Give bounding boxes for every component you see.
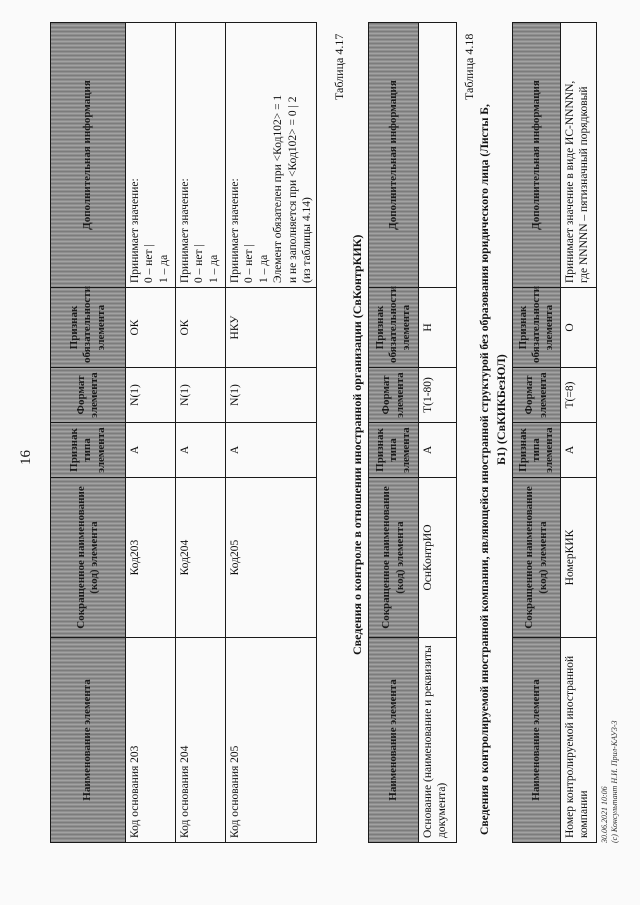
cell-name: Основание (наименование и реквизиты документа) bbox=[419, 638, 457, 843]
footer-date: 30.06.2021 10:06 bbox=[600, 786, 609, 843]
cell-short-name: Код205 bbox=[226, 478, 317, 638]
col-header-info: Дополнительная информация bbox=[51, 23, 126, 288]
col-header-name: Наименование элемента bbox=[51, 638, 126, 843]
cell-format: T(1-80) bbox=[419, 368, 457, 423]
cell-type: А bbox=[561, 423, 597, 478]
table-row bbox=[126, 23, 176, 843]
cell-short-name: Код203 bbox=[126, 478, 176, 638]
cell-format: T(=8) bbox=[561, 368, 597, 423]
cell-name: Код основания 203 bbox=[126, 638, 176, 843]
cell-name: Номер контролируемой иностранной компании bbox=[561, 638, 597, 843]
table-417-title: Сведения о контроле в отношении иностранной организации (СвКонтрКИК) bbox=[350, 234, 364, 655]
cell-required: НКУ bbox=[226, 288, 317, 368]
cell-format: N(1) bbox=[226, 368, 317, 423]
col-header-short-name: Сокращенное наименование (код) элемента bbox=[513, 478, 561, 638]
col-header-type: Признак типа элемента bbox=[51, 423, 126, 478]
table-418-title-line1: Сведения о контролируемой иностранной компании, являющейся иностранной структурой без образования юридического лица (Листы Б, bbox=[478, 104, 491, 835]
cell-required: Н bbox=[419, 288, 457, 368]
cell-format: N(1) bbox=[176, 368, 226, 423]
col-header-name: Наименование элемента bbox=[369, 638, 419, 843]
table-row bbox=[419, 23, 457, 843]
cell-short-name: Код204 bbox=[176, 478, 226, 638]
col-header-type: Признак типа элемента bbox=[369, 423, 419, 478]
cell-info: Принимает значение: 0 – нет | 1 – да bbox=[176, 23, 226, 288]
table-418-label: Таблица 4.18 bbox=[462, 33, 476, 100]
cell-name: Код основания 205 bbox=[226, 638, 317, 843]
table-417 bbox=[368, 22, 457, 843]
table-row bbox=[226, 23, 317, 843]
col-header-name: Наименование элемента bbox=[513, 638, 561, 843]
table-row bbox=[176, 23, 226, 843]
cell-short-name: ОснКонтрИО bbox=[419, 478, 457, 638]
cell-short-name: НомерКИК bbox=[561, 478, 597, 638]
col-header-required: Признак обязательности элемента bbox=[369, 288, 419, 368]
col-header-required: Признак обязательности элемента bbox=[51, 288, 126, 368]
cell-info: Принимает значение: 0 – нет | 1 – да Элемент обязателен при <Код102> = 1 и не заполняется при <Код102> = 0 | 2 (из таблицы 4.14) bbox=[226, 23, 317, 288]
table-row bbox=[561, 23, 597, 843]
col-header-format: Формат элемента bbox=[51, 368, 126, 423]
cell-type: А bbox=[226, 423, 317, 478]
col-header-info: Дополнительная информация bbox=[513, 23, 561, 288]
table-418-title-line2: Б1) (СвКИКБезЮЛ) bbox=[494, 354, 508, 465]
cell-type: А bbox=[176, 423, 226, 478]
table-418 bbox=[512, 22, 597, 843]
cell-type: А bbox=[126, 423, 176, 478]
footer-stamp bbox=[600, 720, 619, 843]
col-header-info: Дополнительная информация bbox=[369, 23, 419, 288]
cell-name: Код основания 204 bbox=[176, 638, 226, 843]
footer-source: (c) Консультант Н.И. Прил-КАУЗ-3 bbox=[609, 720, 619, 843]
col-header-type: Признак типа элемента bbox=[513, 423, 561, 478]
col-header-required: Признак обязательности элемента bbox=[513, 288, 561, 368]
cell-info bbox=[419, 23, 457, 288]
page-number: 16 bbox=[18, 450, 34, 465]
cell-required: ОК bbox=[126, 288, 176, 368]
cell-required: ОК bbox=[176, 288, 226, 368]
cell-info: Принимает значение в виде ИС-NNNNN, где NNNNN – пятизначный порядковый bbox=[561, 23, 597, 288]
cell-type: А bbox=[419, 423, 457, 478]
col-header-format: Формат элемента bbox=[369, 368, 419, 423]
col-header-format: Формат элемента bbox=[513, 368, 561, 423]
col-header-short-name: Сокращенное наименование (код) элемента bbox=[51, 478, 126, 638]
col-header-short-name: Сокращенное наименование (код) элемента bbox=[369, 478, 419, 638]
table-continuation bbox=[50, 22, 317, 843]
cell-info: Принимает значение: 0 – нет | 1 – да bbox=[126, 23, 176, 288]
table-417-label: Таблица 4.17 bbox=[332, 33, 346, 100]
cell-required: О bbox=[561, 288, 597, 368]
cell-format: N(1) bbox=[126, 368, 176, 423]
